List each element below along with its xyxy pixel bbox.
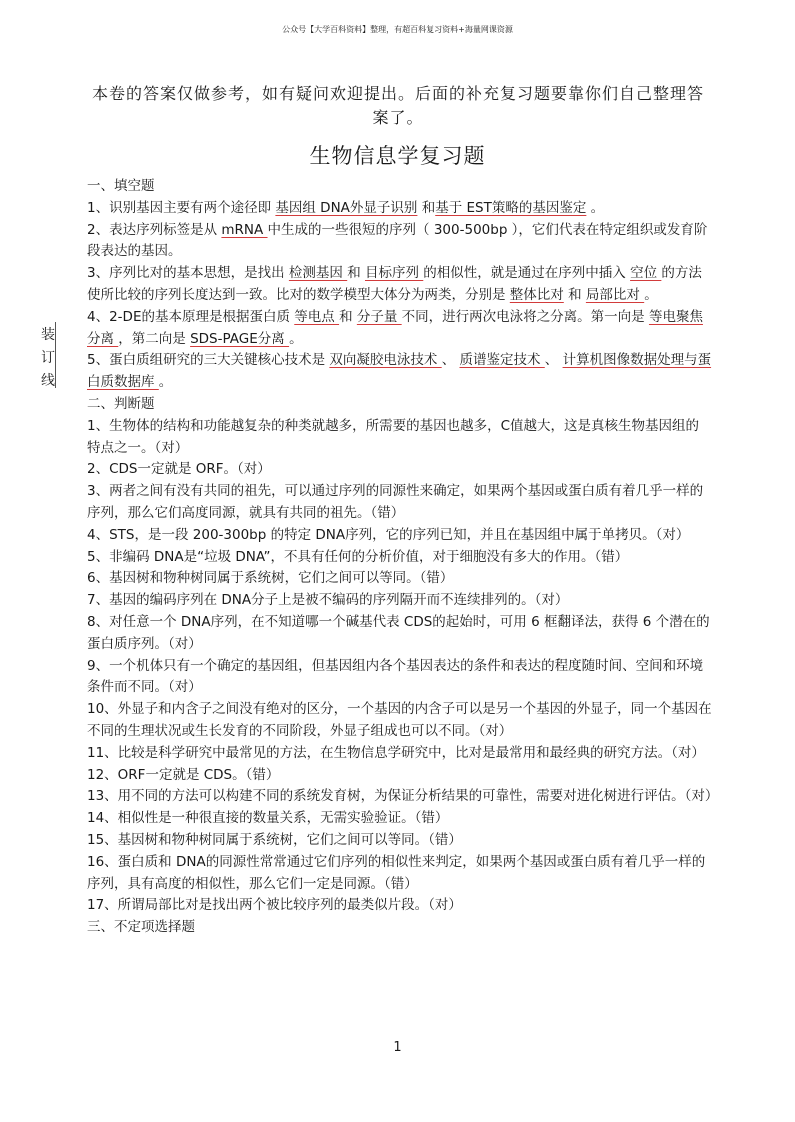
question-text: 的相似性，就是通过在序列中插入: [423, 265, 631, 282]
fill-question: [87, 263, 712, 307]
fill-question: [87, 307, 712, 351]
question-text: ，第二向是: [118, 330, 191, 347]
judge-question: 2、CDS一定就是 ORF。（对）: [87, 461, 271, 478]
judge-question: 3、两者之间有没有共同的祖先，可以通过序列的同源性来确定，如果两个基因或蛋白质有着几乎一样的序列，那么它们高度同源，就具有共同的祖先。（错）: [87, 483, 704, 521]
question-text: 和: [417, 199, 436, 216]
question-text: 2、表达序列标签是从: [87, 221, 222, 238]
judge-question: 1、生物体的结构和功能越复杂的种类就越多，所需要的基因也越多，C值越大，这是真核生物基因组的特点之一。（对）: [87, 417, 700, 456]
judge-question: 4、STS，是一段 200-300bp 的特定 DNA序列，它的序列已知，并且在基因组中属于单拷贝。（对）: [87, 526, 690, 543]
question-text: 和: [339, 308, 357, 325]
answer-blank: 整体比对: [509, 286, 564, 303]
binding-char: 订: [41, 350, 55, 366]
question-text: 4、2-DE的基本原理是根据蛋白质: [87, 308, 295, 325]
answer-blank: 目标序列: [364, 265, 424, 282]
judge-question: 11、比较是科学研究中最常见的方法，在生物信息学研究中，比对是最常用和最经典的研究方法。（对）: [87, 744, 705, 761]
question-text: 。: [586, 199, 605, 216]
judge-question: 16、蛋白质和 DNA的同源性常常通过它们序列的相似性来判定，如果两个基因或蛋白质有着几乎一样的序列，具有高度的相似性，那么它们一定是同源。（错）: [87, 853, 706, 892]
answer-blank: 等电聚焦分离: [87, 308, 703, 347]
answer-blank: 质谱鉴定技术: [459, 352, 545, 369]
fill-blank-list: [87, 198, 712, 394]
question-text: 和: [563, 286, 586, 303]
question-text: 3、序列比对的基本思想，是找出: [87, 265, 289, 282]
fill-question: [87, 350, 712, 394]
page-title: 生物信息学复习题: [309, 144, 486, 168]
question-text: 。: [289, 330, 303, 347]
intro-note: 本卷的答案仅做参考，如有疑问欢迎提出。后面的补充复习题要靠你们自己整理答案了。: [91, 84, 704, 127]
fill-question: [87, 220, 712, 264]
answer-blank: 基因组 DNA外显子识别: [275, 199, 418, 216]
question-text: 中生成的一些很短的序列（ 300-500bp ），它们代表在特定组织或发育阶段表达的基因。: [87, 221, 708, 260]
question-text: 的方法使所比较的序列长度达到一致。比对的数学模型大体分为两类，分别是: [87, 265, 702, 303]
judge-question: 17、所谓局部比对是找出两个被比较序列的最类似片段。（对）: [87, 897, 462, 914]
judge-question: 6、基因树和物种树同属于系统树，它们之间可以等同。（错）: [87, 570, 454, 587]
answer-blank: 分子量: [356, 308, 402, 325]
exam-content: [87, 176, 719, 939]
question-text: 。: [158, 374, 173, 391]
section-heading-choice: 三、不定项选择题: [87, 919, 195, 936]
answer-blank: 检测基因: [288, 265, 348, 282]
answer-blank: SDS-PAGE分离: [190, 330, 290, 347]
answer-blank: 局部比对: [585, 286, 645, 303]
binding-char: 装: [41, 327, 55, 343]
answer-blank: 空位: [630, 265, 662, 282]
answer-blank: 基于 EST策略的基因鉴定: [435, 199, 587, 216]
answer-blank: 双向凝胶电泳技术: [329, 352, 442, 369]
answer-blank: 等电点: [294, 308, 340, 325]
question-text: 和: [347, 265, 365, 282]
judge-question: 13、用不同的方法可以构建不同的系统发育树，为保证分析结果的可靠性，需要对进化树进行评估。（对）: [87, 788, 719, 805]
judge-question: 15、基因树和物种树同属于系统树，它们之间可以等同。（错）: [87, 831, 462, 848]
section-heading-judge: 二、判断题: [87, 395, 155, 412]
answer-blank: 计算机图像数据处理与蛋白质数据库: [87, 352, 712, 391]
question-text: 5、蛋白质组研究的三大关键核心技术是: [87, 352, 330, 369]
judge-question: 7、基因的编码序列在 DNA分子上是被不编码的序列隔开而不连续排列的。（对）: [87, 592, 569, 609]
header-note: 公众号【大学百科资料】整理，有超百科复习资料+海量网课资源: [282, 25, 513, 34]
page-number: 1: [393, 1040, 402, 1055]
judge-question: 8、对任意一个 DNA序列，在不知道哪一个碱基代表 CDS的起始时，可用 6 框翻译法，获得 6 个潜在的蛋白质序列。（对）: [87, 613, 710, 652]
question-text: 。: [644, 286, 658, 303]
judge-question: 9、一个机体只有一个确定的基因组，但基因组内各个基因表达的条件和表达的程度随时间、空间和环境条件而不同。（对）: [87, 657, 704, 696]
binding-char: 线: [41, 373, 55, 389]
judge-question: 12、ORF一定就是 CDS。（错）: [87, 766, 280, 783]
fill-question: [87, 198, 712, 220]
question-text: 不同，进行两次电泳将之分离。第一向是: [401, 308, 649, 325]
true-false-list: [87, 416, 719, 917]
question-text: 、: [544, 352, 563, 369]
question-text: 1、识别基因主要有两个途径即: [87, 199, 276, 216]
judge-question: 14、相似性是一种很直接的数量关系，无需实验验证。（错）: [87, 810, 449, 827]
question-text: 、: [441, 352, 460, 369]
judge-question: 5、非编码 DNA是“垃圾 DNA”，不具有任何的分析价值，对于细胞没有多大的作用。（错）: [87, 548, 629, 565]
section-heading-fill: 一、填空题: [87, 178, 155, 194]
binding-line: [55, 322, 56, 388]
answer-blank: mRNA: [221, 221, 268, 238]
judge-question: 10、外显子和内含子之间没有绝对的区分，一个基因的内含子可以是另一个基因的外显子，同一个基因在不同的生理状况或生长发育的不同阶段，外显子组成也可以不同。（对）: [87, 701, 712, 739]
